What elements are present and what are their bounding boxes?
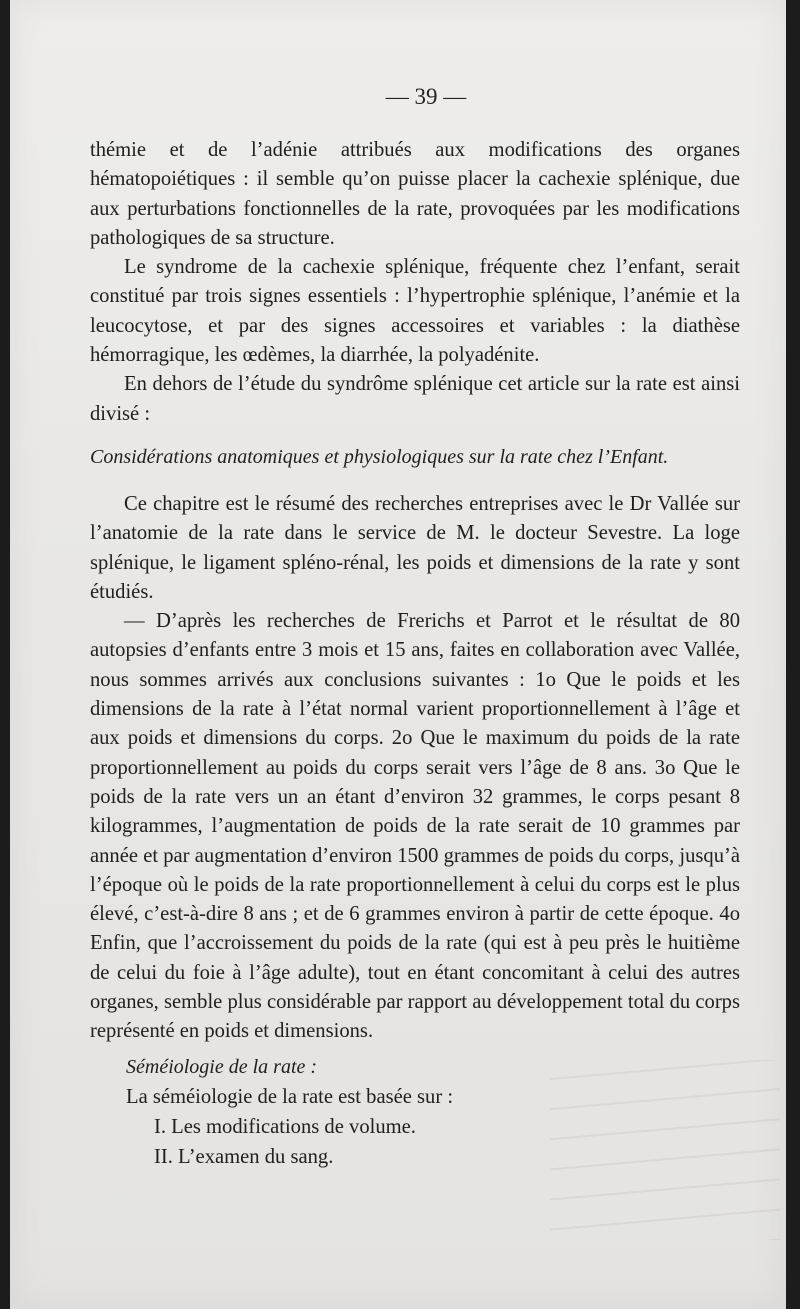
section-heading: Considérations anatomiques et physiologiques sur la rate chez l’Enfant.: [90, 445, 669, 468]
subsection-intro: La séméiologie de la rate est basée sur :: [126, 1085, 454, 1108]
paragraph-continuation: thémie et de l’adénie attribués aux modifications des organes hématopoiétiques : il semble qu’on puisse placer la cachexie splénique, due aux perturbations fonctionnelles de la rate, provoquées par les modifications pathologiques de sa structure.: [90, 139, 740, 249]
list-item: II. L’examen du sang.: [154, 1145, 334, 1168]
paragraph-conclusions: — D’après les recherches de Frerichs et Parrot et le résultat de 80 autopsies d’enfants entre 3 mois et 15 ans, faites en collaboration avec Vallée, nous sommes arrivés aux conclusions suivantes : 1o Que le poids et les dimensions de la rate à l’état normal varient proportionnellement à l’âge et aux poids et dimensions du corps. 2o Que le maximum du poids de la rate proportionnellement au poids du corps serait vers l’âge de 8 ans. 3o Que le poids de la rate vers un an étant d’environ 32 grammes, le corps pesant 8 kilogrammes, l’augmentation de poids de la rate serait de 10 grammes par année et par augmentation d’environ 1500 grammes de poids du corps, jusqu’à l’époque où le poids de la rate proportionnellement à celui du corps est le plus élevé, c’est-à-dire 8 ans ; et de 6 grammes environ à partir de cette époque. 4o Enfin, que l’accroissement du poids de la rate (qui est à peu près le huitième de celui du foie à l’âge adulte), tout en étant concomitant à celui des autres organes, semble plus considérable par rapport au développement total du corps représenté en poids et dimensions.: [90, 610, 740, 1043]
list-item: I. Les modifications de volume.: [154, 1115, 416, 1138]
paragraph-chapter-summary: Ce chapitre est le résumé des recherches entreprises avec le Dr Vallée sur l’anatomie de la rate dans le service de M. le docteur Sevestre. La loge splénique, le ligament spléno-rénal, les poids et dimensions de la rate y sont étudiés.: [90, 492, 740, 603]
subsection-heading: Séméiologie de la rate :: [126, 1055, 318, 1078]
paragraph-syndrome: Le syndrome de la cachexie splénique, fréquente chez l’enfant, serait constitué par trois signes essentiels : l’hypertrophie splénique, l’anémie et la leucocytose, et par des signes accessoires et variables : la diathèse hémorragique, les œdèmes, la diarrhée, la polyadénite.: [90, 256, 740, 367]
page-number: — 39 —: [385, 84, 467, 109]
page-body: [90, 136, 740, 1172]
book-page: [10, 0, 786, 1309]
paragraph-article-division: En dehors de l’étude du syndrôme splénique cet article sur la rate est ainsi divisé :: [90, 373, 740, 425]
